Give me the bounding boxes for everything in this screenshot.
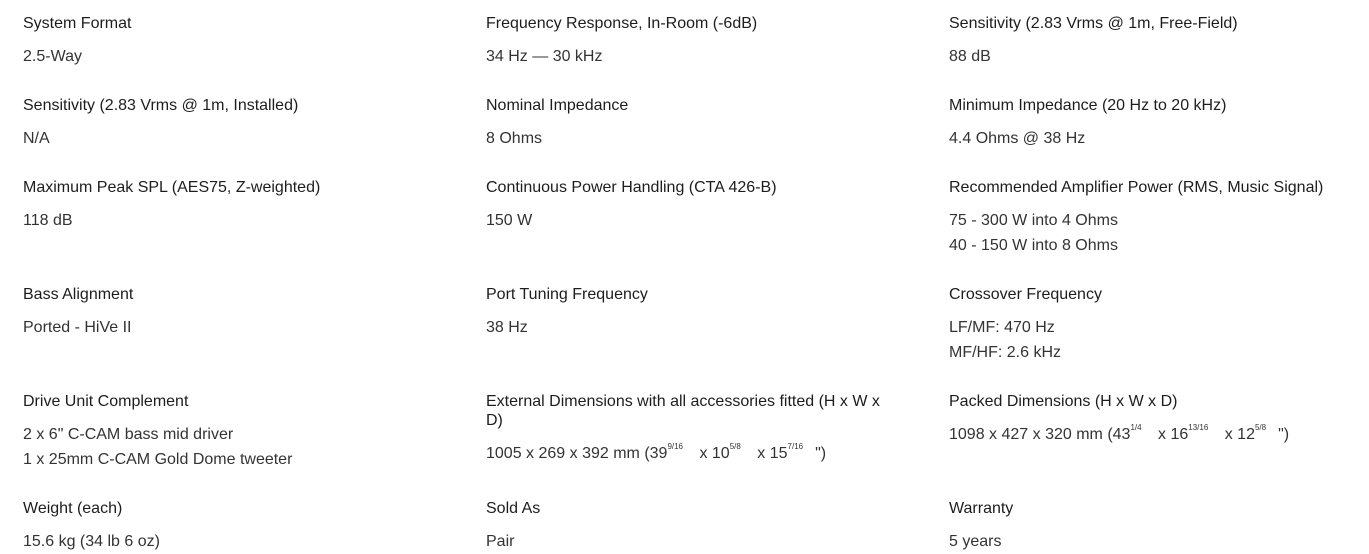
- spec-label: Sensitivity (2.83 Vrms @ 1m, Free-Field): [949, 15, 1238, 32]
- spec-value: [486, 441, 896, 466]
- dims-prefix: 1098 x 427 x 320 mm (: [949, 426, 1113, 443]
- spec-value: 8 Ohms: [486, 130, 543, 147]
- dim-width-fraction: 5/8: [729, 441, 741, 451]
- dims-suffix: "): [815, 445, 827, 462]
- spec-value: 5 years: [949, 533, 1002, 550]
- dim-depth-whole: 15: [769, 445, 788, 462]
- spec-packed-dimensions: [949, 392, 1359, 447]
- spec-value: 2.5-Way: [23, 48, 82, 65]
- spec-value: 4.4 Ohms @ 38 Hz: [949, 130, 1086, 147]
- spec-label: Weight (each): [23, 500, 123, 517]
- dims-separator: x: [695, 445, 712, 462]
- spec-sensitivity-installed: [23, 96, 443, 151]
- spec-label: Port Tuning Frequency: [486, 286, 648, 303]
- spec-value: LF/MF: 470 Hz: [949, 319, 1055, 336]
- dim-height-whole: 43: [1112, 426, 1131, 443]
- spec-value: Ported - HiVe II: [23, 319, 132, 336]
- dim-width-whole: 10: [711, 445, 730, 462]
- spec-nominal-impedance: [486, 96, 896, 151]
- spec-label: Continuous Power Handling (CTA 426-B): [486, 179, 777, 196]
- spec-label: Crossover Frequency: [949, 286, 1102, 303]
- spec-label: Bass Alignment: [23, 286, 134, 303]
- dim-width-whole: 16: [1170, 426, 1189, 443]
- spec-bass-alignment: [23, 285, 443, 340]
- spec-label: Maximum Peak SPL (AES75, Z-weighted): [23, 179, 321, 196]
- dim-height-fraction: 1/4: [1130, 422, 1142, 432]
- dim-depth-fraction: 5/8: [1254, 422, 1267, 432]
- dim-height-whole: 39: [649, 445, 668, 462]
- spec-value: 15.6 kg (34 lb 6 oz): [23, 533, 160, 550]
- spec-weight: [23, 499, 443, 554]
- spec-sold-as: [486, 499, 896, 554]
- spec-power-handling: [486, 178, 896, 233]
- spec-frequency-response: [486, 14, 896, 69]
- dims-separator: x: [752, 445, 770, 462]
- spec-value: 118 dB: [23, 212, 73, 229]
- dim-height-fraction: 9/16: [667, 441, 684, 451]
- spec-label: Drive Unit Complement: [23, 393, 189, 410]
- spec-label: Recommended Amplifier Power (RMS, Music Signal): [949, 179, 1324, 196]
- spec-amplifier-power: [949, 178, 1359, 258]
- dims-prefix: 1005 x 269 x 392 mm (: [486, 445, 650, 462]
- spec-value: 150 W: [486, 212, 533, 229]
- spec-value: [949, 422, 1359, 447]
- spec-label: Nominal Impedance: [486, 97, 629, 114]
- spec-value-list: [949, 315, 1359, 365]
- spec-value: 38 Hz: [486, 319, 528, 336]
- spec-value: 75 - 300 W into 4 Ohms: [949, 212, 1118, 229]
- spec-label: Sensitivity (2.83 Vrms @ 1m, Installed): [23, 97, 299, 114]
- spec-port-tuning: [486, 285, 896, 340]
- spec-external-dimensions: [486, 392, 896, 466]
- spec-value: N/A: [23, 130, 50, 147]
- dims-separator: x: [1220, 426, 1238, 443]
- spec-value: 40 - 150 W into 8 Ohms: [949, 237, 1118, 254]
- spec-value: 88 dB: [949, 48, 991, 65]
- dim-depth-whole: 12: [1237, 426, 1255, 443]
- dims-separator: x: [1153, 426, 1171, 443]
- spec-label: Packed Dimensions (H x W x D): [949, 393, 1178, 410]
- spec-system-format: [23, 14, 443, 69]
- spec-value: 2 x 6" C-CAM bass mid driver: [23, 426, 234, 443]
- spec-label: Warranty: [949, 500, 1014, 517]
- spec-crossover-frequency: [949, 285, 1359, 365]
- dim-width-fraction: 13/16: [1188, 422, 1209, 432]
- dims-suffix: "): [1278, 426, 1290, 443]
- spec-value: Pair: [486, 533, 515, 550]
- spec-label: External Dimensions with all accessories fitted (H x W x D): [486, 393, 880, 429]
- spec-value: MF/HF: 2.6 kHz: [949, 344, 1062, 361]
- spec-value: 1 x 25mm C-CAM Gold Dome tweeter: [23, 451, 293, 468]
- spec-value-list: [949, 208, 1359, 258]
- spec-value: 34 Hz — 30 kHz: [486, 48, 603, 65]
- spec-warranty: [949, 499, 1359, 554]
- spec-label: Minimum Impedance (20 Hz to 20 kHz): [949, 97, 1227, 114]
- spec-max-peak-spl: [23, 178, 443, 233]
- spec-sensitivity-free-field: [949, 14, 1359, 69]
- spec-drive-units: [23, 392, 443, 472]
- dim-depth-fraction: 7/16: [787, 441, 804, 451]
- spec-value-list: [23, 422, 443, 472]
- spec-label: Frequency Response, In-Room (-6dB): [486, 15, 758, 32]
- spec-minimum-impedance: [949, 96, 1359, 151]
- spec-label: System Format: [23, 15, 132, 32]
- spec-label: Sold As: [486, 500, 541, 517]
